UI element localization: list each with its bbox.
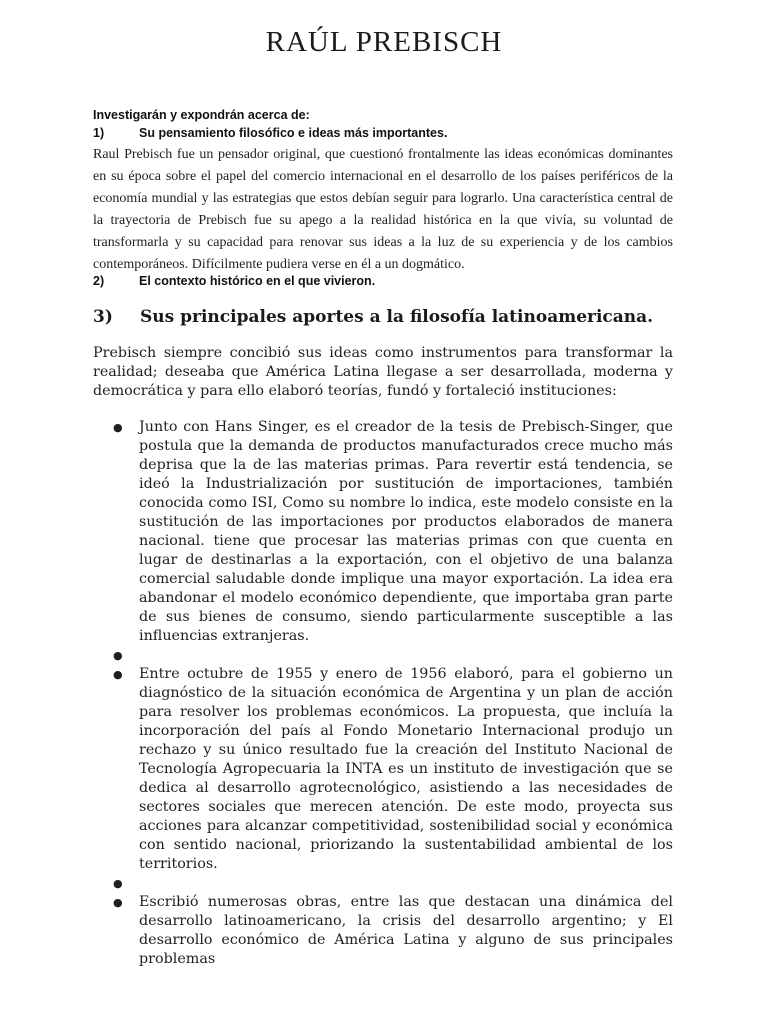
bullet-icon: ● — [113, 649, 123, 662]
paragraph-philosophy: Raul Prebisch fue un pensador original, que cuestionó frontalmente las ideas económicas dominantes en su época sobre el papel del comercio internacional en el desarrollo de los países periféricos de la economía mundial y las estrategias que estos debían seguir para lograrlo. Una característica central de la trayectoria de Prebisch fue su apego a la realidad histórica en la que vivía, su voluntad de transformarla y su capacidad para renovar sus ideas a la luz de su experiencia y de los cambios contemporáneos. Difícilmente pudiera verse en él a un dogmático. — [93, 147, 673, 272]
section-3-number: 3) — [93, 307, 113, 327]
item-1-number: 1) — [93, 126, 105, 140]
list-item-text: Escribió numerosas obras, entre las que destacan una dinámica del desarrollo latinoamericano, la crisis del desarrollo argentino; y El desarrollo económico de América Latina y alguno de sus principales problemas — [139, 894, 673, 967]
section-3-heading — [93, 306, 653, 328]
list-item — [113, 665, 673, 874]
paragraph-intro-contributions: Prebisch siempre concibió sus ideas como instrumentos para transformar la realidad; deseaba que América Latina llegase a ser desarrollada, moderna y democrática y para ello elaboró teorías, fundó y fortaleció instituciones: — [93, 345, 673, 399]
list-item-text: Entre octubre de 1955 y enero de 1956 elaboró, para el gobierno un diagnóstico de la situación económica de Argentina y un plan de acción para resolver los problemas económicos. La propuesta, que incluía la incorporación del país al Fondo Monetario Internacional produjo un rechazo y su único resultado fue la creación del Instituto Nacional de Tecnología Agropecuaria la INTA es un instituto de investigación que se dedica al desarrollo agrotecnológico, asistiendo a las necesidades de sectores sociales que merecen atención. De este modo, proyecta sus acciones para alcanzar competitividad, sostenibilidad social y económica con sentido nacional, priorizando la sustentabilidad ambiental de los territorios. — [139, 666, 673, 872]
intro-line: Investigarán y expondrán acerca de: — [93, 108, 310, 122]
list-item — [113, 893, 673, 969]
item-2 — [93, 273, 375, 289]
list-item-empty — [113, 646, 673, 665]
contributions-list — [113, 418, 673, 969]
list-item — [113, 418, 673, 646]
bullet-icon: ● — [113, 896, 123, 909]
item-1-text: Su pensamiento filosófico e ideas más importantes. — [139, 126, 448, 140]
section-3-title: Sus principales aportes a la filosofía latinoamericana. — [140, 307, 654, 327]
list-item-text: Junto con Hans Singer, es el creador de la tesis de Prebisch-Singer, que postula que la demanda de productos manufacturados crece mucho más deprisa que la de las materias primas. Para revertir está tendencia, se ideó la Industrialización por sustitución de importaciones, también conocida como ISI, Como su nombre lo indica, este modelo consiste en la sustitución de las importaciones por productos elaborados de manera nacional. tiene que procesar las materias primas con que cuenta en lugar de destinarlas a la exportación, con el objetivo de una balanza comercial saludable donde implique una mayor exportación. La idea era abandonar el modelo económico dependiente, que importaba gran parte de sus bienes de consumo, siendo particularmente susceptible a las influencias extranjeras. — [139, 419, 673, 644]
item-2-text: El contexto histórico en el que vivieron. — [139, 274, 376, 288]
page-title: RAÚL PREBISCH — [265, 26, 503, 58]
bullet-icon: ● — [113, 668, 123, 681]
item-1 — [93, 125, 447, 141]
bullet-icon: ● — [113, 877, 123, 890]
list-item-empty — [113, 874, 673, 893]
bullet-icon: ● — [113, 421, 123, 434]
item-2-number: 2) — [93, 274, 105, 288]
